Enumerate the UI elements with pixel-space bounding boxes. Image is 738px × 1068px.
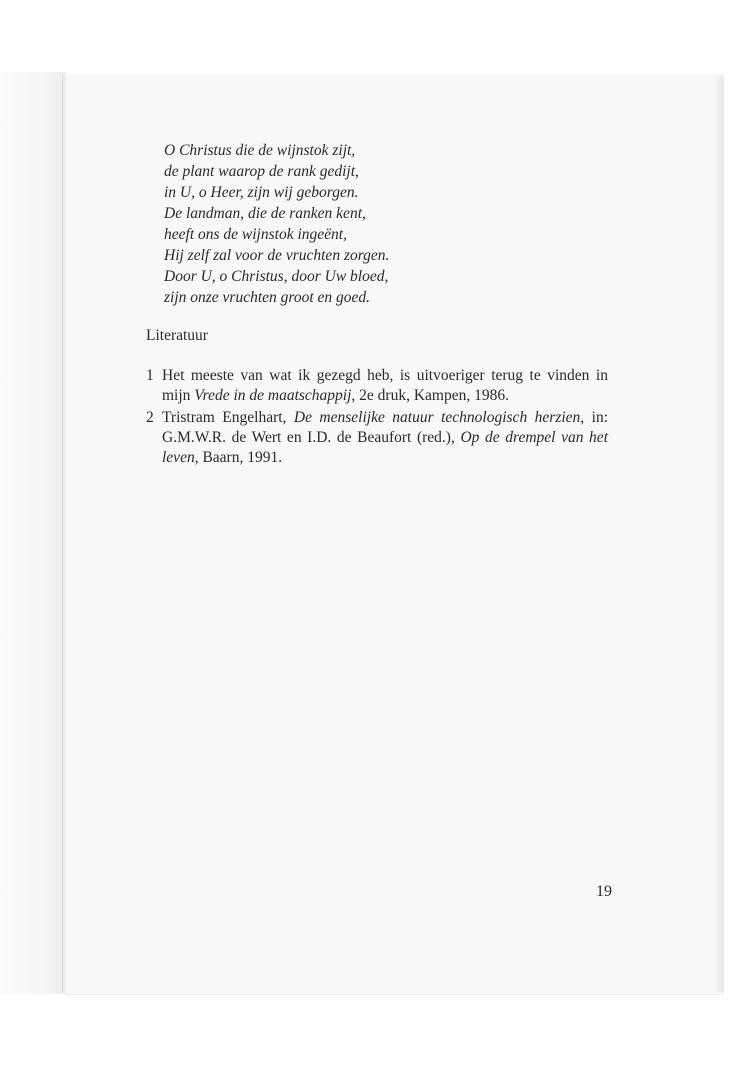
reference-text (162, 366, 608, 406)
reference-text-part: , 2e druk, Kampen, 1986. (351, 387, 509, 404)
book-gutter (62, 74, 63, 992)
page-number: 19 (596, 883, 612, 900)
reference-text-part: Het meeste van wat ik gezegd heb, is uitvoeriger terug te vinden in mijn (162, 367, 608, 404)
poem-line: heeft ons de wijnstok ingeënt, (164, 226, 347, 243)
poem-line: zijn onze vruchten groot en goed. (164, 289, 371, 306)
reference-book-title: Op de drempel van het leven (162, 429, 608, 466)
poem-line: Door U, o Christus, door Uw bloed, (164, 268, 389, 285)
reference-item (146, 366, 608, 406)
poem-line: Hij zelf zal voor de vruchten zorgen. (164, 247, 390, 264)
reference-article-title: De menselijke natuur technologisch herzien (293, 409, 581, 426)
poem-line: O Christus die de wijnstok zijt, (164, 142, 356, 159)
reference-text-part: Tristram Engelhart, (162, 409, 294, 426)
reference-number: 2 (146, 409, 154, 426)
reference-list (146, 366, 608, 470)
hymn-verse (164, 140, 604, 308)
reference-item (146, 408, 608, 468)
reference-number: 1 (146, 367, 154, 384)
poem-line: De landman, die de ranken kent, (164, 205, 366, 222)
reference-text-part: , Baarn, 1991. (194, 449, 283, 466)
literature-heading: Literatuur (146, 327, 208, 344)
reference-text (162, 408, 608, 468)
left-page-edge (0, 72, 66, 994)
reference-book-title: Vrede in de maatschappij (194, 387, 352, 404)
right-page-edge (716, 76, 724, 992)
reference-text-part: , in: G.M.W.R. de Wert en I.D. de Beaufort (red.), (162, 409, 608, 446)
poem-line: de plant waarop de rank gedijt, (164, 163, 359, 180)
poem-line: in U, o Heer, zijn wij geborgen. (164, 184, 359, 201)
